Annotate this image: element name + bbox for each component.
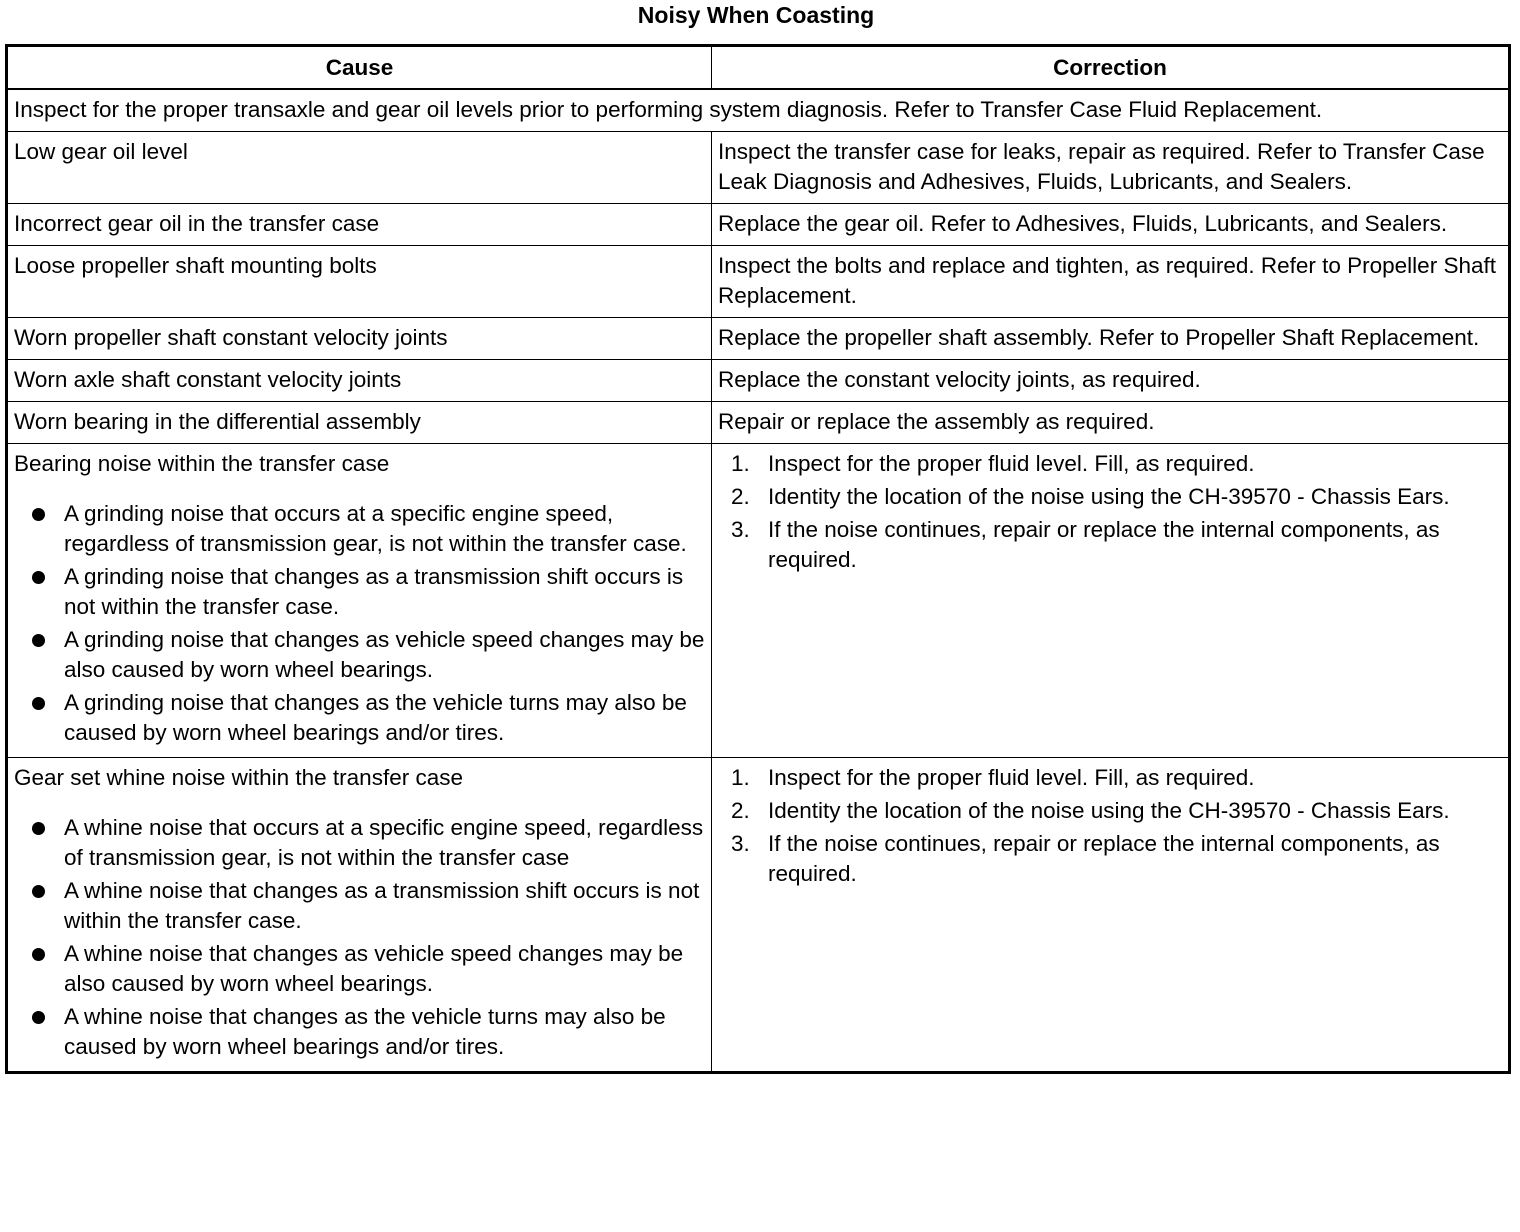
step-text: Identity the location of the noise using the CH-39570 - Chassis Ears. [768, 484, 1450, 509]
cause-cell: Loose propeller shaft mounting bolts [7, 246, 712, 318]
bullet-icon [32, 508, 45, 521]
bullet-icon [32, 571, 45, 584]
header-correction: Correction [712, 46, 1510, 90]
table-header-row [7, 46, 1510, 90]
correction-step-list [718, 763, 1502, 889]
cause-cell: Worn propeller shaft constant velocity joints [7, 318, 712, 360]
list-item [14, 562, 705, 622]
list-item [14, 688, 705, 748]
list-item [14, 876, 705, 936]
cause-bullet-list [14, 499, 705, 748]
bullet-text: A whine noise that changes as a transmission shift occurs is not within the transfer case. [64, 878, 700, 933]
header-cause: Cause [7, 46, 712, 90]
table-row [7, 360, 1510, 402]
cause-heading: Gear set whine noise within the transfer case [14, 765, 463, 790]
bullet-text: A grinding noise that changes as vehicle speed changes may be also caused by worn wheel bearings. [64, 627, 705, 682]
table-row [7, 246, 1510, 318]
step-text: Inspect for the proper fluid level. Fill, as required. [768, 765, 1255, 790]
correction-step-list [718, 449, 1502, 575]
bullet-icon [32, 697, 45, 710]
correction-cell: Inspect the bolts and replace and tighten, as required. Refer to Propeller Shaft Replacement. [712, 246, 1510, 318]
correction-cell: Inspect the transfer case for leaks, repair as required. Refer to Transfer Case Leak Diagnosis and Adhesives, Fluids, Lubricants, and Sealers. [712, 132, 1510, 204]
correction-cell: Repair or replace the assembly as required. [712, 402, 1510, 444]
bearing-noise-row [7, 444, 1510, 758]
table-row [7, 132, 1510, 204]
cause-cell [7, 444, 712, 758]
bullet-text: A grinding noise that changes as a transmission shift occurs is not within the transfer case. [64, 564, 684, 619]
gear-set-whine-row [7, 758, 1510, 1073]
cause-cell: Worn bearing in the differential assembly [7, 402, 712, 444]
step-number: 3. [731, 517, 750, 542]
list-item [14, 499, 705, 559]
cause-cell: Low gear oil level [7, 132, 712, 204]
list-item [718, 515, 1502, 575]
step-text: Identity the location of the noise using the CH-39570 - Chassis Ears. [768, 798, 1450, 823]
correction-cell: Replace the constant velocity joints, as required. [712, 360, 1510, 402]
list-item [718, 829, 1502, 889]
cause-bullet-list [14, 813, 705, 1062]
step-text: If the noise continues, repair or replace the internal components, as required. [768, 517, 1440, 572]
cause-cell: Worn axle shaft constant velocity joints [7, 360, 712, 402]
list-item [718, 482, 1502, 512]
bullet-text: A whine noise that changes as vehicle speed changes may be also caused by worn wheel bearings. [64, 941, 684, 996]
list-item [14, 813, 705, 873]
bullet-icon [32, 822, 45, 835]
bullet-text: A grinding noise that occurs at a specific engine speed, regardless of transmission gear, is not within the transfer case. [64, 501, 687, 556]
table-row [7, 204, 1510, 246]
correction-cell: Replace the gear oil. Refer to Adhesives, Fluids, Lubricants, and Sealers. [712, 204, 1510, 246]
step-number: 3. [731, 831, 750, 856]
bullet-icon [32, 634, 45, 647]
step-number: 2. [731, 484, 750, 509]
step-text: Inspect for the proper fluid level. Fill, as required. [768, 451, 1255, 476]
bullet-icon [32, 948, 45, 961]
diagnosis-table [5, 44, 1511, 1074]
list-item [718, 796, 1502, 826]
table-row [7, 318, 1510, 360]
cause-cell: Incorrect gear oil in the transfer case [7, 204, 712, 246]
cause-cell [7, 758, 712, 1073]
list-item [14, 939, 705, 999]
bullet-text: A grinding noise that changes as the vehicle turns may also be caused by worn wheel bearings and/or tires. [64, 690, 687, 745]
correction-cell: Replace the propeller shaft assembly. Refer to Propeller Shaft Replacement. [712, 318, 1510, 360]
bullet-icon [32, 1011, 45, 1024]
cause-heading: Bearing noise within the transfer case [14, 451, 390, 476]
step-text: If the noise continues, repair or replace the internal components, as required. [768, 831, 1440, 886]
page-title: Noisy When Coasting [637, 2, 875, 28]
bullet-text: A whine noise that changes as the vehicle turns may also be caused by worn wheel bearings and/or tires. [64, 1004, 666, 1059]
bullet-text: A whine noise that occurs at a specific engine speed, regardless of transmission gear, is not within the transfer case [64, 815, 704, 870]
table-row [7, 402, 1510, 444]
step-number: 1. [731, 765, 750, 790]
list-item [718, 763, 1502, 793]
step-number: 1. [731, 451, 750, 476]
step-number: 2. [731, 798, 750, 823]
note-row [7, 89, 1510, 132]
list-item [14, 625, 705, 685]
correction-cell [712, 758, 1510, 1073]
list-item [14, 1002, 705, 1062]
list-item [718, 449, 1502, 479]
bullet-icon [32, 885, 45, 898]
correction-cell [712, 444, 1510, 758]
note-text: Inspect for the proper transaxle and gear oil levels prior to performing system diagnosis. Refer to Transfer Case Fluid Replacement. [7, 89, 1510, 132]
